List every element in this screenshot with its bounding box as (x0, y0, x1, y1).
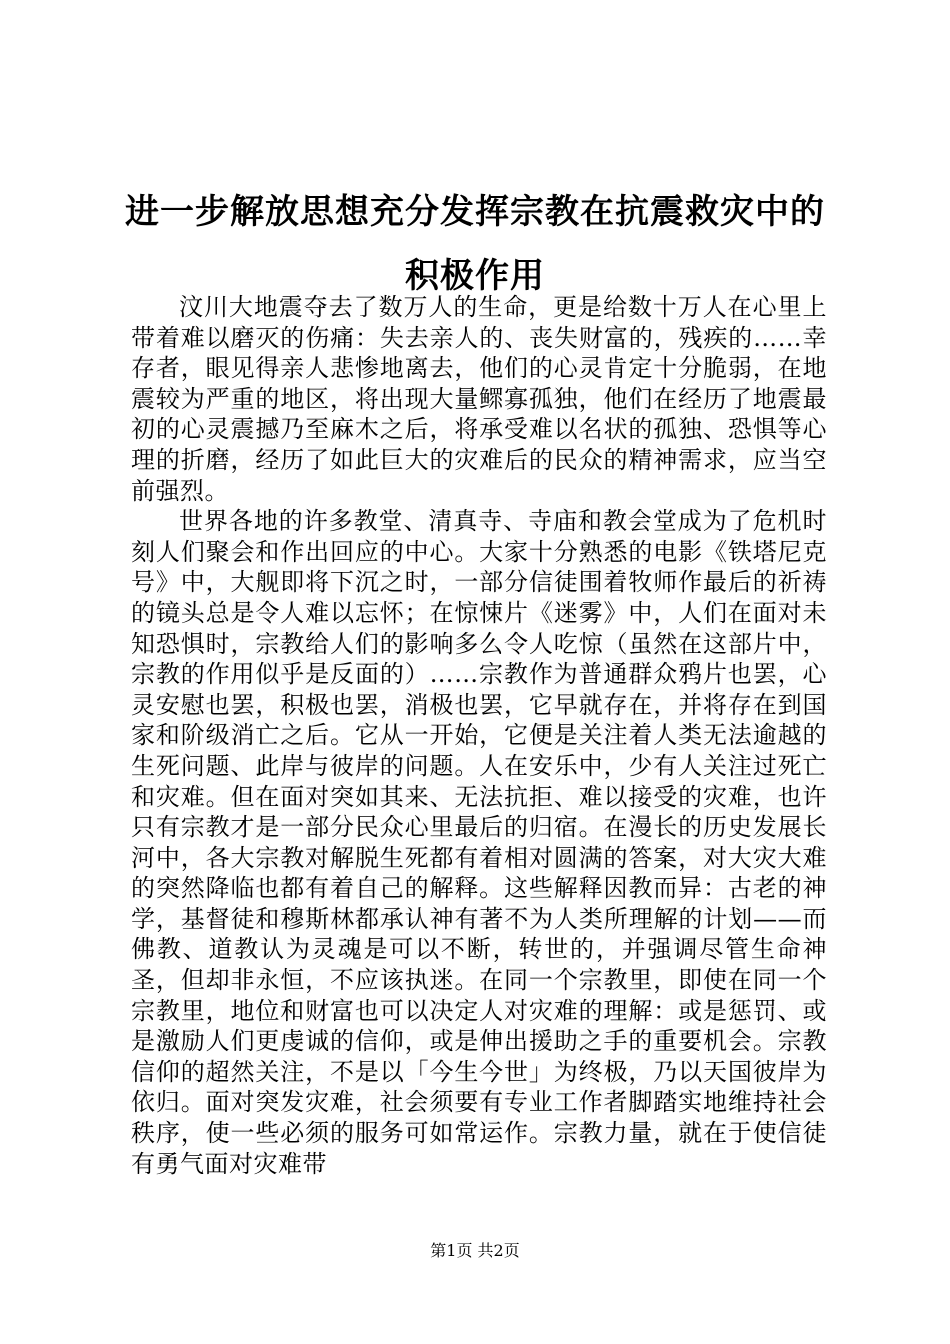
document-title: 进一步解放思想充分发挥宗教在抗震救灾中的积极作用 (125, 192, 825, 296)
paragraph-2: 世界各地的许多教堂、清真寺、寺庙和教会堂成为了危机时刻人们聚会和作出回应的中心。大家十分熟悉的电影《铁塔尼克号》中，大舰即将下沉之时，一部分信徒围着牧师作最后的祈祷的镜头总是令人难以忘怀；在惊悚片《迷雾》中，人们在面对未知恐惧时，宗教给人们的影响多么令人吃惊（虽然在这部片中，宗教的作用似乎是反面的）……宗教作为普通群众鸦片也罢，心灵安慰也罢，积极也罢，消极也罢，它早就存在，并将存在到国家和阶级消亡之后。它从一开始，它便是关注着人类无法逾越的生死问题、此岸与彼岸的问题。人在安乐中，少有人关注过死亡和灾难。但在面对突如其来、无法抗拒、难以接受的灾难，也许只有宗教才是一部分民众心里最后的归宿。在漫长的历史发展长河中，各大宗教对解脱生死都有着相对圆满的答案，对大灾大难的突然降临也都有着自己的解释。这些解释因教而异：古老的神学，基督徒和穆斯林都承认神有著不为人类所理解的计划——而佛教、道教认为灵魂是可以不断，转世的，并强调尽管生命神圣，但却非永恒，不应该执迷。在同一个宗教里，即使在同一个宗教里，地位和财富也可以决定人对灾难的理解：或是惩罚、或是激励人们更虔诚的信仰，或是伸出援助之手的重要机会。宗教信仰的超然关注，不是以「今生今世」为终极，乃以天国彼岸为依归。面对突发灾难，社会须要有专业工作者脚踏实地维持社会秩序，使一些必须的服务可如常运作。宗教力量，就在于使信徒有勇气面对灾难带 (131, 507, 827, 1178)
page-footer: 第1页 共2页 (430, 1241, 520, 1260)
document-body (131, 292, 827, 1179)
paragraph-1: 汶川大地震夺去了数万人的生命，更是给数十万人在心里上带着难以磨灭的伤痛：失去亲人的、丧失财富的，残疾的……幸存者，眼见得亲人悲惨地离去，他们的心灵肯定十分脆弱，在地震较为严重的地区，将出现大量鳏寡孤独，他们在经历了地震最初的心灵震撼乃至麻木之后，将承受难以名状的孤独、恐惧等心理的折磨，经历了如此巨大的灾难后的民众的精神需求，应当空前强烈。 (131, 293, 827, 505)
